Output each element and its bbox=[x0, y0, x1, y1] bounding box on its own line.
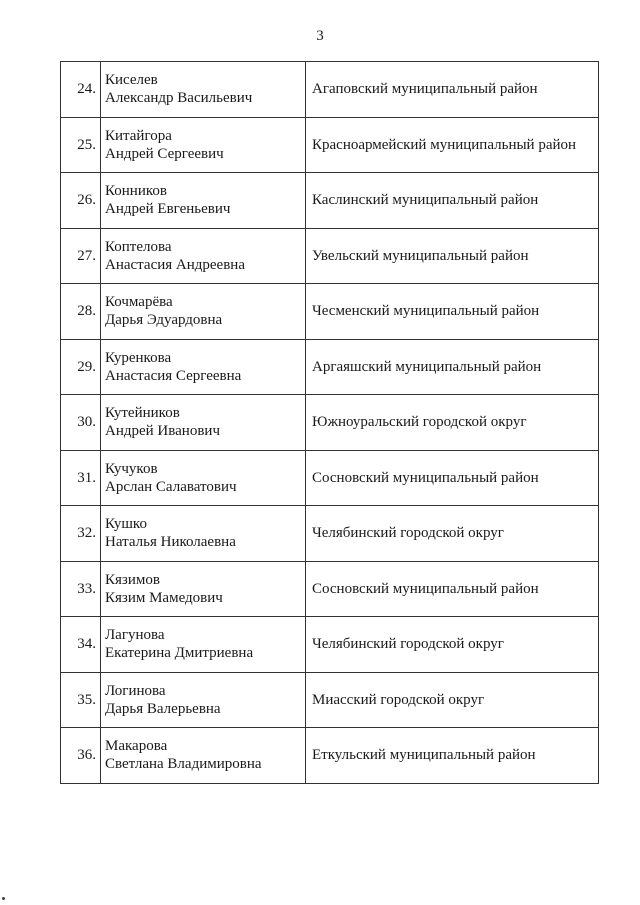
table-body bbox=[61, 62, 599, 784]
table-row bbox=[61, 672, 599, 728]
row-number: 32. bbox=[61, 506, 101, 562]
row-number: 27. bbox=[61, 228, 101, 284]
surname: Коптелова bbox=[105, 238, 172, 255]
row-number: 36. bbox=[61, 728, 101, 784]
page-number: 3 bbox=[316, 28, 324, 44]
surname: Лагунова bbox=[105, 627, 165, 644]
municipality: Челябинский городской округ bbox=[306, 617, 599, 673]
person-name bbox=[101, 728, 306, 784]
municipality: Сосновский муниципальный район bbox=[306, 450, 599, 506]
person-name bbox=[101, 450, 306, 506]
surname: Логинова bbox=[105, 682, 166, 699]
municipality: Челябинский городской округ bbox=[306, 506, 599, 562]
row-number: 30. bbox=[61, 395, 101, 451]
table-row bbox=[61, 173, 599, 229]
surname: Куренкова bbox=[105, 349, 172, 366]
surname: Кочмарёва bbox=[105, 294, 173, 311]
person-name bbox=[101, 506, 306, 562]
municipality: Агаповский муниципальный район bbox=[306, 62, 599, 118]
row-number: 25. bbox=[61, 117, 101, 173]
row-number: 34. bbox=[61, 617, 101, 673]
municipality: Каслинский муниципальный район bbox=[306, 173, 599, 229]
row-number: 28. bbox=[61, 284, 101, 340]
row-number: 33. bbox=[61, 561, 101, 617]
given-names: Андрей Евгеньевич bbox=[105, 201, 231, 218]
table-row bbox=[61, 62, 599, 118]
person-name bbox=[101, 617, 306, 673]
table-row bbox=[61, 117, 599, 173]
given-names: Дарья Эдуардовна bbox=[105, 312, 223, 329]
given-names: Кязим Мамедович bbox=[105, 589, 223, 606]
surname: Макарова bbox=[105, 738, 168, 755]
municipality: Красноармейский муниципальный район bbox=[306, 117, 599, 173]
surname: Кутейников bbox=[105, 405, 180, 422]
table-row bbox=[61, 339, 599, 395]
person-name bbox=[101, 173, 306, 229]
municipality: Увельский муниципальный район bbox=[306, 228, 599, 284]
scan-dot bbox=[2, 897, 5, 900]
row-number: 29. bbox=[61, 339, 101, 395]
given-names: Андрей Сергеевич bbox=[105, 145, 224, 162]
municipality: Чесменский муниципальный район bbox=[306, 284, 599, 340]
municipality: Аргаяшский муниципальный район bbox=[306, 339, 599, 395]
surname: Киселев bbox=[105, 72, 158, 89]
municipality: Южноуральский городской округ bbox=[306, 395, 599, 451]
surname: Китайгора bbox=[105, 127, 172, 144]
members-table bbox=[60, 61, 599, 784]
municipality: Миасский городской округ bbox=[306, 672, 599, 728]
surname: Кучуков bbox=[105, 460, 158, 477]
municipality: Еткульский муниципальный район bbox=[306, 728, 599, 784]
table-row bbox=[61, 617, 599, 673]
given-names: Екатерина Дмитриевна bbox=[105, 645, 254, 662]
row-number: 31. bbox=[61, 450, 101, 506]
given-names: Дарья Валерьевна bbox=[105, 700, 221, 717]
table-row bbox=[61, 228, 599, 284]
given-names: Наталья Николаевна bbox=[105, 534, 236, 551]
surname: Кязимов bbox=[105, 571, 160, 588]
person-name bbox=[101, 117, 306, 173]
table-row bbox=[61, 450, 599, 506]
person-name bbox=[101, 228, 306, 284]
given-names: Анастасия Сергеевна bbox=[105, 367, 242, 384]
surname: Кушко bbox=[105, 516, 147, 533]
row-number: 26. bbox=[61, 173, 101, 229]
person-name bbox=[101, 672, 306, 728]
table-row bbox=[61, 395, 599, 451]
person-name bbox=[101, 339, 306, 395]
given-names: Светлана Владимировна bbox=[105, 756, 262, 773]
given-names: Александр Васильевич bbox=[105, 90, 253, 107]
given-names: Анастасия Андреевна bbox=[105, 256, 245, 273]
person-name bbox=[101, 284, 306, 340]
table-row bbox=[61, 506, 599, 562]
table-row bbox=[61, 284, 599, 340]
person-name bbox=[101, 62, 306, 118]
person-name bbox=[101, 395, 306, 451]
table-row bbox=[61, 561, 599, 617]
surname: Конников bbox=[105, 183, 167, 200]
row-number: 24. bbox=[61, 62, 101, 118]
table-row bbox=[61, 728, 599, 784]
person-name bbox=[101, 561, 306, 617]
given-names: Андрей Иванович bbox=[105, 423, 220, 440]
given-names: Арслан Салаватович bbox=[105, 478, 237, 495]
municipality: Сосновский муниципальный район bbox=[306, 561, 599, 617]
row-number: 35. bbox=[61, 672, 101, 728]
